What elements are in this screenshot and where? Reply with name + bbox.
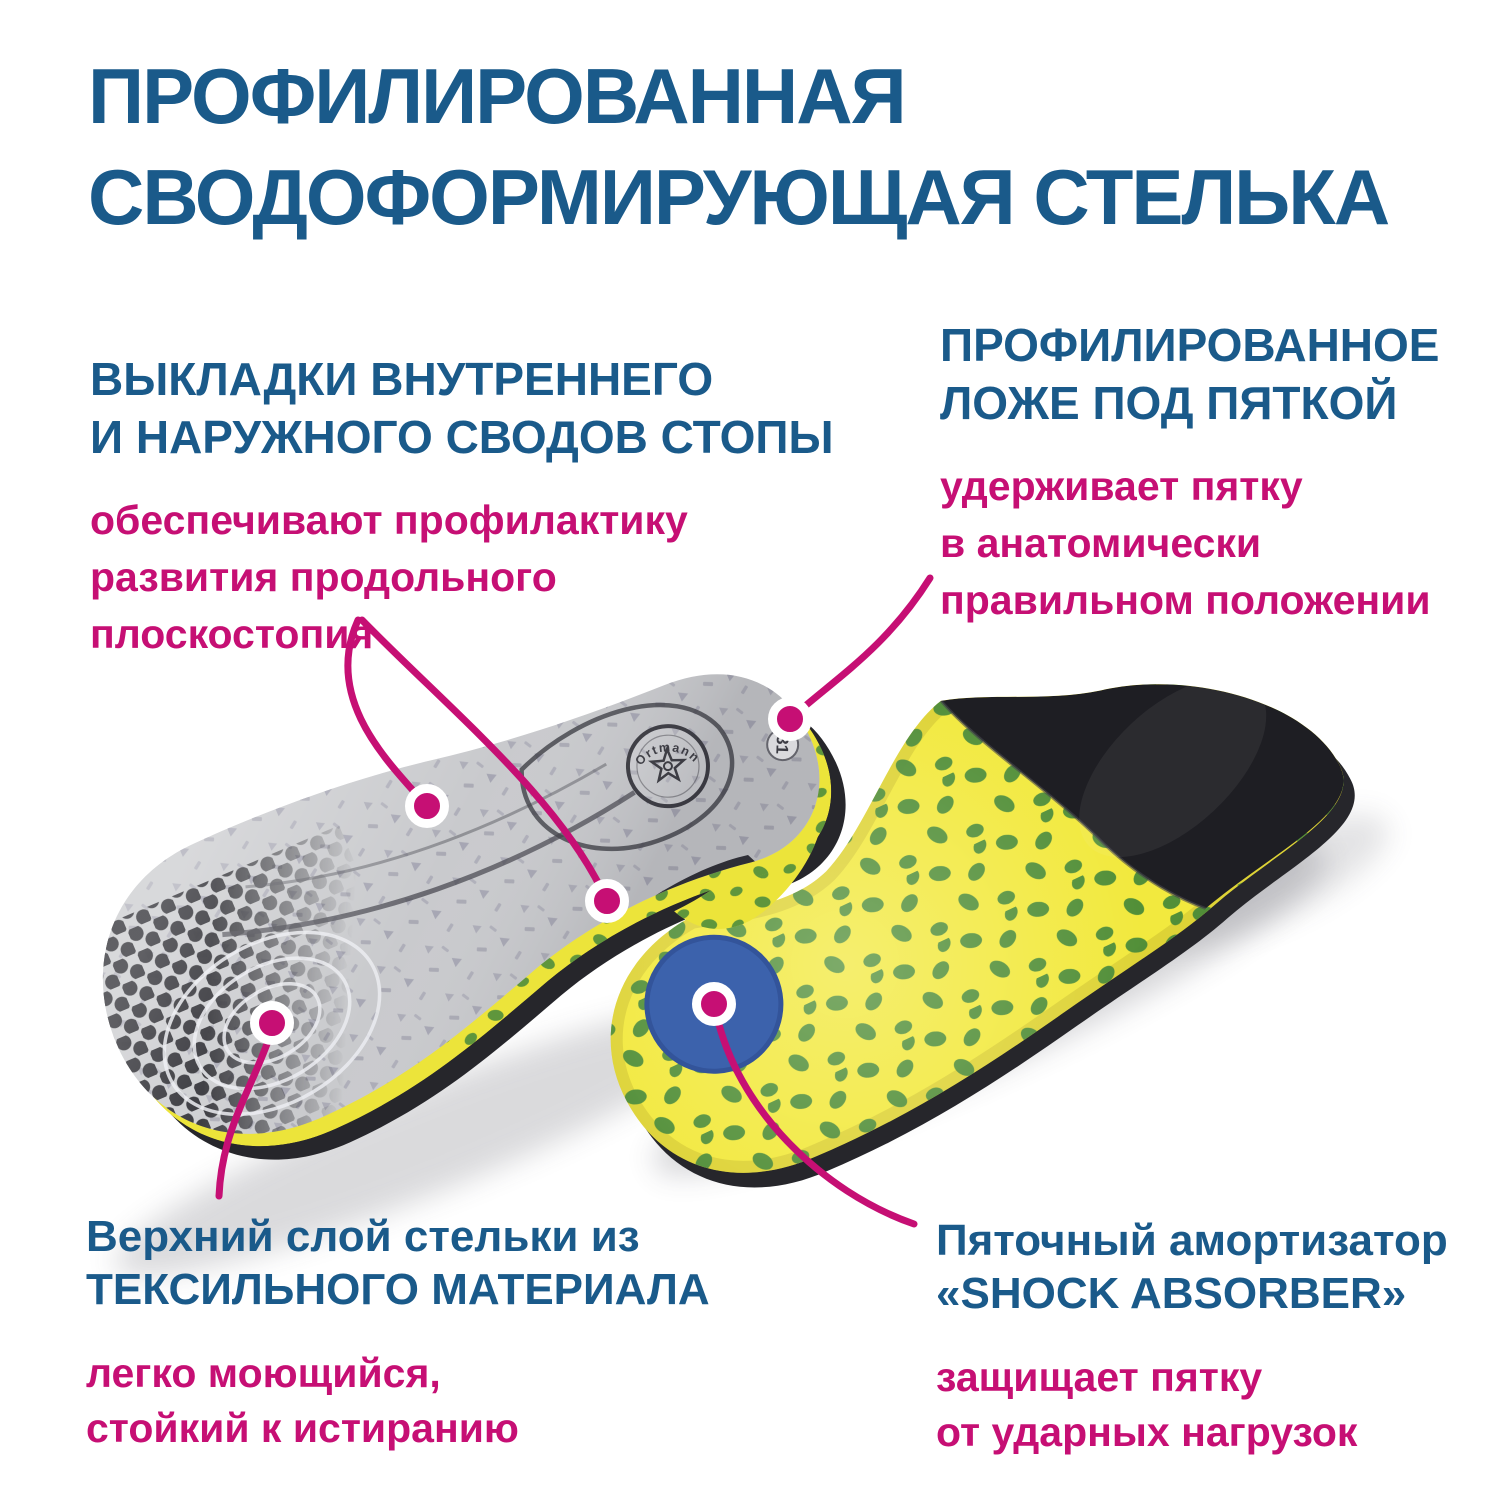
callout-block-arches (90, 350, 834, 663)
arches-body-line-2: развития продольного (90, 554, 557, 600)
top-layer-body-line-2: стойкий к истиранию (86, 1405, 519, 1451)
callout-dot-inner-arch (410, 789, 445, 824)
heel-bed-body-line-3: правильном положении (940, 577, 1431, 623)
callout-block-top-layer (86, 1210, 710, 1456)
arches-body-line-3: плоскостопия (90, 611, 374, 657)
page-title-line-1: ПРОФИЛИРОВАННАЯ (88, 52, 905, 140)
heel-bed-heading-line-2: ЛОЖЕ ПОД ПЯТКОЙ (940, 377, 1398, 429)
top-layer-body-line-1: легко моющийся, (86, 1350, 441, 1396)
arches-heading-line-1: ВЫКЛАДКИ ВНУТРЕННЕГО (90, 353, 714, 405)
heel-bed-body-line-2: в анатомически (940, 520, 1262, 566)
heel-bed-heading-line-1: ПРОФИЛИРОВАННОЕ (940, 319, 1440, 371)
arches-heading-line-2: И НАРУЖНОГО СВОДОВ СТОПЫ (90, 411, 834, 463)
callout-block-shock-absorber (936, 1214, 1448, 1460)
callout-block-heel-bed (940, 316, 1440, 629)
top-layer-heading-line-2: ТЕКСИЛЬНОГО МАТЕРИАЛА (86, 1265, 710, 1314)
shock-body-line-1: защищает пятку (936, 1354, 1263, 1400)
callout-dot-top-layer (255, 1006, 290, 1041)
page-title-line-2: СВОДОФОРМИРУЮЩАЯ СТЕЛЬКА (88, 153, 1389, 241)
callout-dot-shock (697, 987, 732, 1022)
shock-body-line-2: от ударных нагрузок (936, 1409, 1358, 1455)
callout-dot-outer-arch (590, 884, 625, 919)
callout-dot-heel-bed (773, 702, 808, 737)
arches-body-line-1: обеспечивают профилактику (90, 497, 688, 543)
page-title (88, 46, 1388, 248)
heel-bed-body-line-1: удерживает пятку (940, 463, 1303, 509)
shock-heading-line-2: «SHOCK ABSORBER» (936, 1269, 1407, 1318)
top-layer-heading-line-1: Верхний слой стельки из (86, 1212, 640, 1261)
shock-heading-line-1: Пяточный амортизатор (936, 1216, 1448, 1265)
